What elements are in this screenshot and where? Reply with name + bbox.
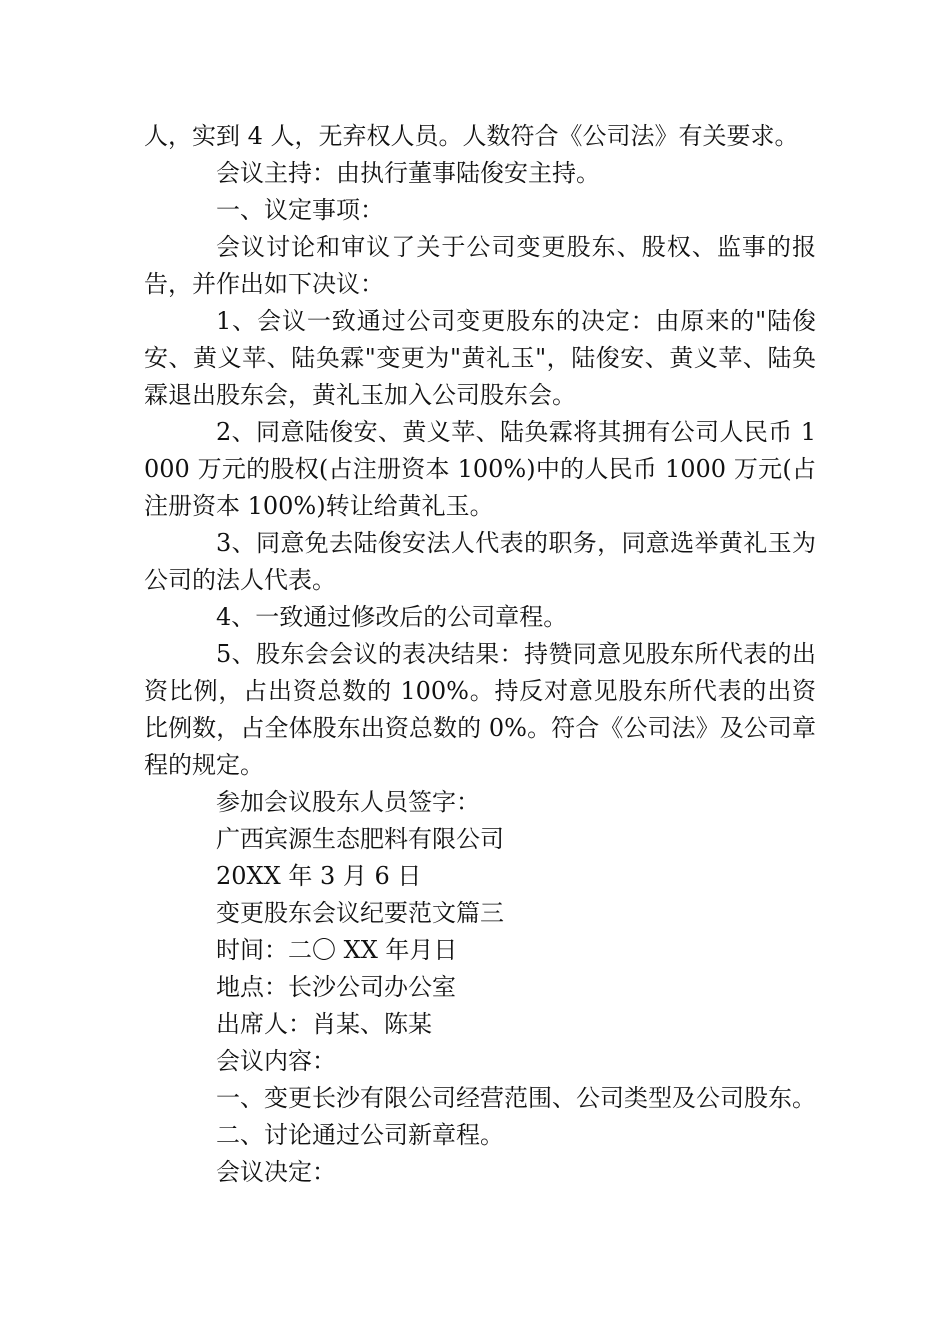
paragraph-resolution-3: 3、同意免去陆俊安法人代表的职务，同意选举黄礼玉为公司的法人代表。 bbox=[144, 529, 816, 594]
paragraph-content-item-1: 一、变更长沙有限公司经营范围、公司类型及公司股东。 bbox=[216, 1084, 816, 1112]
paragraph-time: 时间：二〇 XX 年月日 bbox=[216, 936, 458, 964]
paragraph-resolution-1: 1、会议一致通过公司变更股东的决定：由原来的"陆俊安、黄义苹、陆奂霖"变更为"黄礼玉"，陆俊安、黄义苹、陆奂霖退出股东会，黄礼玉加入公司股东会。 bbox=[144, 307, 816, 409]
paragraph-attendees: 出席人：肖某、陈某 bbox=[216, 1010, 432, 1038]
paragraph-section-heading: 一、议定事项： bbox=[216, 196, 384, 224]
paragraph-content-heading: 会议内容： bbox=[216, 1047, 336, 1075]
paragraph-company-name: 广西宾源生态肥料有限公司 bbox=[216, 825, 504, 853]
paragraph-attendance: 人，实到 4 人，无弃权人员。人数符合《公司法》有关要求。 bbox=[144, 122, 799, 150]
paragraph-location: 地点：长沙公司办公室 bbox=[216, 973, 456, 1001]
paragraph-date: 20XX 年 3 月 6 日 bbox=[216, 862, 422, 890]
paragraph-decision-heading: 会议决定： bbox=[216, 1158, 336, 1186]
paragraph-resolution-5: 5、股东会会议的表决结果：持赞同意见股东所代表的出资比例，占出资总数的 100%。持反对意见股东所代表的出资比例数，占全体股东出资总数的 0%。符合《公司法》及公司章程的规定。 bbox=[144, 640, 816, 779]
document-body bbox=[144, 118, 816, 1191]
paragraph-section-title: 变更股东会议纪要范文篇三 bbox=[216, 899, 504, 927]
paragraph-content-item-2: 二、讨论通过公司新章程。 bbox=[216, 1121, 504, 1149]
paragraph-host: 会议主持：由执行董事陆俊安主持。 bbox=[216, 159, 600, 187]
paragraph-signature-label: 参加会议股东人员签字： bbox=[216, 788, 480, 816]
paragraph-review: 会议讨论和审议了关于公司变更股东、股权、监事的报告，并作出如下决议： bbox=[144, 233, 816, 298]
paragraph-resolution-4: 4、一致通过修改后的公司章程。 bbox=[216, 603, 568, 631]
paragraph-resolution-2: 2、同意陆俊安、黄义苹、陆奂霖将其拥有公司人民币 1000 万元的股权(占注册资本 100%)中的人民币 1000 万元(占注册资本 100%)转让给黄礼玉。 bbox=[144, 418, 816, 520]
